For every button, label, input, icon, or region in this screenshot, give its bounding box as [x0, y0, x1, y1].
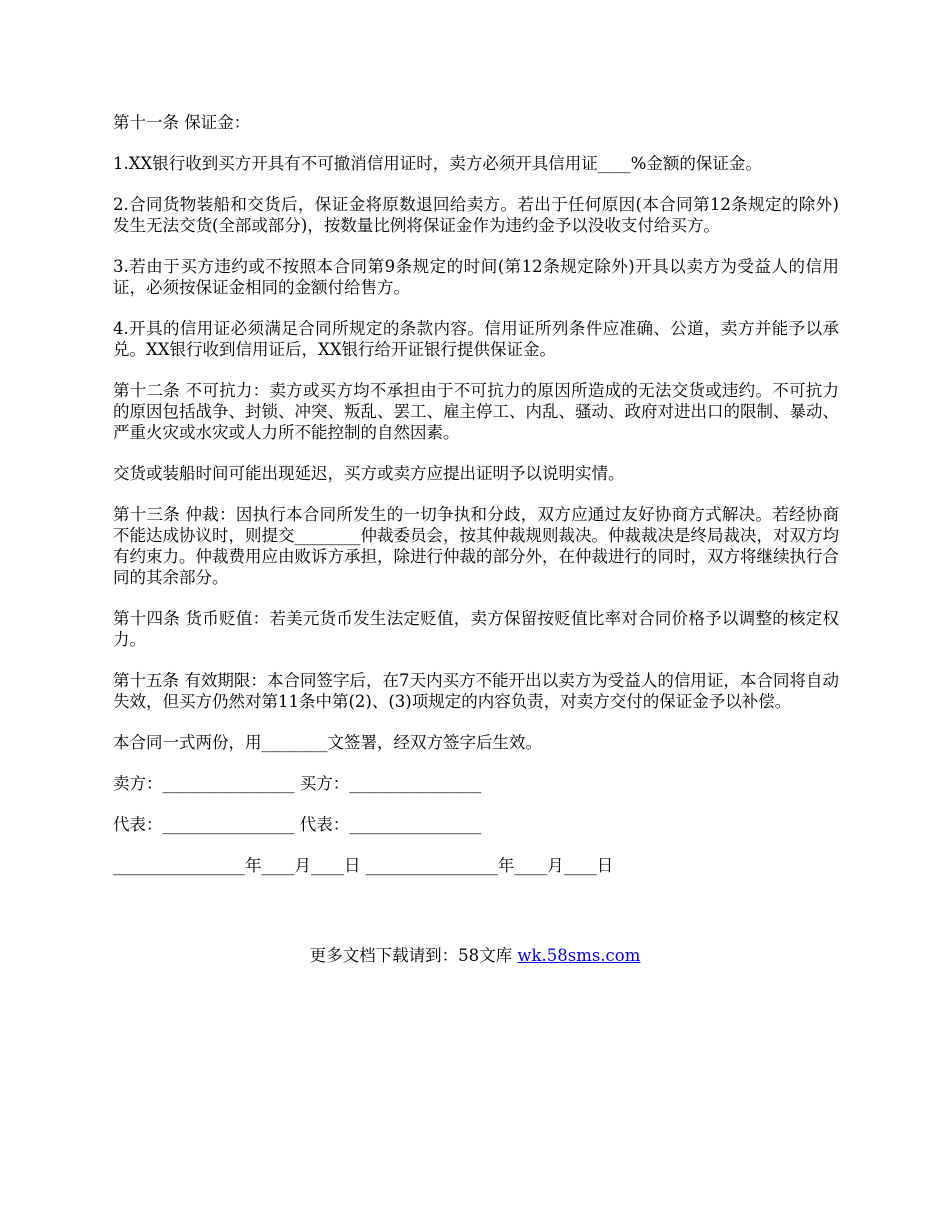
article-12-force-majeure: 第十二条 不可抗力：卖方或买方均不承担由于不可抗力的原因所造成的无法交货或违约。不可抗力的原因包括战争、封锁、冲突、叛乱、罢工、雇主停工、内乱、骚动、政府对进出口的限制、暴动、严重火灾或水灾或人力所不能控制的自然因素。 [113, 381, 839, 442]
article-13-arbitration: 第十三条 仲裁：因执行本合同所发生的一切争执和分歧，双方应通过友好协商方式解决。若经协商不能达成协议时，则提交________仲裁委员会，按其仲裁规则裁决。仲裁裁决是终局裁决，对双方均有约束力。仲裁费用应由败诉方承担，除进行仲裁的部分外，在仲裁进行的同时，双方将继续执行合同的其余部分。 [113, 505, 839, 587]
contract-body [113, 112, 839, 896]
download-footer [0, 945, 950, 966]
article-11-heading: 第十一条 保证金： [113, 113, 251, 132]
article-11-clause-1: 1.XX银行收到买方开具有不可撤消信用证时，卖方必须开具信用证____%金额的保证金。 [113, 154, 762, 173]
article-14-devaluation: 第十四条 货币贬值：若美元货币发生法定贬值，卖方保留按贬值比率对合同价格予以调整的核定权力。 [113, 609, 839, 649]
signature-date-line: ________________年____月____日 ________________年____月____日 [113, 856, 614, 875]
delivery-delay-note: 交货或装船时间可能出现延迟，买方或卖方应提出证明予以说明实情。 [113, 464, 625, 483]
signature-representatives-line: 代表：________________ 代表：________________ [113, 815, 482, 834]
copies-clause: 本合同一式两份，用________文签署，经双方签字后生效。 [113, 733, 542, 752]
article-11-clause-3: 3.若由于买方违约或不按照本合同第9条规定的时间(第12条规定除外)开具以卖方为受益人的信用证，必须按保证金相同的金额付给售方。 [113, 257, 839, 297]
footer-link[interactable]: wk.58sms.com [517, 946, 641, 965]
article-15-validity: 第十五条 有效期限：本合同签字后，在7天内买方不能开出以卖方为受益人的信用证，本合同将自动失效，但买方仍然对第11条中第(2)、(3)项规定的内容负责，对卖方交付的保证金予以补偿。 [113, 671, 839, 711]
signature-parties-line: 卖方：________________ 买方：________________ [113, 774, 482, 793]
article-11-clause-2: 2.合同货物装船和交货后，保证金将原数退回给卖方。若出于任何原因(本合同第12条规定的除外)发生无法交货(全部或部分)，按数量比例将保证金作为违约金予以没收支付给买方。 [113, 195, 839, 235]
footer-text: 更多文档下载请到：58文库 [309, 946, 518, 965]
article-11-clause-4: 4.开具的信用证必须满足合同所规定的条款内容。信用证所列条件应准确、公道，卖方并能予以承兑。XX银行收到信用证后，XX银行给开证银行提供保证金。 [113, 319, 839, 359]
